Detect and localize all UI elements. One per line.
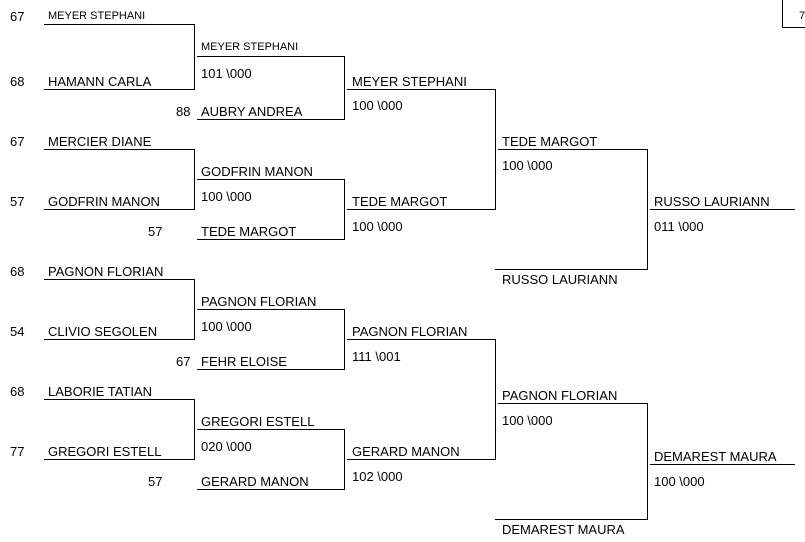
line-r3-1 <box>347 209 496 210</box>
score-r4-0: 100 \000 <box>502 158 553 173</box>
line-r2-2 <box>197 309 345 310</box>
seed-r1-10: 77 <box>10 444 25 459</box>
line-r4-3 <box>495 519 648 520</box>
entrant-r4-3: DEMAREST MAURA <box>502 522 625 537</box>
score-r3-2: 111 \001 <box>352 349 401 364</box>
score-r5-1: 100 \000 <box>654 474 705 489</box>
bracket-r4-a <box>647 149 648 270</box>
bracket-r2-b <box>344 179 345 240</box>
line-r1-6 <box>44 279 195 280</box>
line-r4-2 <box>498 403 648 404</box>
entrant-r1-9: LABORIE TATIAN <box>48 384 153 399</box>
line-r1-1 <box>44 89 195 90</box>
corner-box <box>782 0 805 28</box>
score-r3-3: 102 \000 <box>352 469 403 484</box>
entrant-r2-0: MEYER STEPHANI <box>201 41 299 53</box>
entrant-r3-1: TEDE MARGOT <box>352 194 448 209</box>
bracket-r2-d <box>344 429 345 490</box>
line-r1-7 <box>44 339 195 340</box>
bracket-r4-b <box>647 403 648 520</box>
entrant-r1-6: PAGNON FLORIAN <box>48 264 164 279</box>
entrant-r1-1: HAMANN CARLA <box>48 74 152 89</box>
entrant-r1-5: TEDE MARGOT <box>201 224 297 239</box>
line-r5-1 <box>650 464 795 465</box>
line-r4-1 <box>495 269 648 270</box>
line-r4-0 <box>498 149 648 150</box>
seed-r1-9: 68 <box>10 384 25 399</box>
seed-r1-3: 67 <box>10 134 25 149</box>
score-r3-1: 100 \000 <box>352 219 403 234</box>
bracket-r3-a <box>495 89 496 210</box>
line-r3-3 <box>347 459 496 460</box>
line-r1-4 <box>44 209 195 210</box>
seed-r1-4: 57 <box>10 194 25 209</box>
bracket-r3-b <box>495 339 496 460</box>
line-r1-10 <box>44 459 195 460</box>
entrant-r1-0: MEYER STEPHANI <box>48 10 146 22</box>
line-r5-0 <box>650 209 795 210</box>
line-r1-8 <box>197 369 345 370</box>
line-r1-3 <box>44 149 195 150</box>
entrant-r1-11: GERARD MANON <box>201 474 309 489</box>
entrant-r1-8: FEHR ELOISE <box>201 354 287 369</box>
entrant-r1-4: GODFRIN MANON <box>48 194 160 209</box>
line-r2-0 <box>197 56 345 57</box>
seed-r1-6: 68 <box>10 264 25 279</box>
entrant-r1-10: GREGORI ESTELL <box>48 444 162 459</box>
line-r1-5 <box>197 239 345 240</box>
entrant-r1-3: MERCIER DIANE <box>48 134 152 149</box>
line-r2-3 <box>197 429 345 430</box>
entrant-r2-2: PAGNON FLORIAN <box>201 294 317 309</box>
corner-label: 7 <box>799 10 805 22</box>
entrant-r2-3: GREGORI ESTELL <box>201 414 315 429</box>
entrant-r4-0: TEDE MARGOT <box>502 134 598 149</box>
score-r2-1: 100 \000 <box>201 189 252 204</box>
line-r3-0 <box>347 89 496 90</box>
bracket-r1-b <box>194 149 195 210</box>
entrant-r3-3: GERARD MANON <box>352 444 460 459</box>
entrant-r3-0: MEYER STEPHANI <box>352 74 467 89</box>
entrant-r5-1: DEMAREST MAURA <box>654 449 777 464</box>
line-r1-11 <box>197 489 345 490</box>
entrant-r5-0: RUSSO LAURIANN <box>654 194 770 209</box>
bracket-r1-a <box>194 24 195 90</box>
line-r3-2 <box>347 339 496 340</box>
line-r1-9 <box>44 399 195 400</box>
seed-r1-7: 54 <box>10 324 25 339</box>
line-r1-2 <box>197 119 345 120</box>
entrant-r4-1: RUSSO LAURIANN <box>502 272 618 287</box>
seed-r1-2: 88 <box>176 104 191 119</box>
bracket-r1-c <box>194 279 195 340</box>
seed-r1-0: 67 <box>10 9 25 24</box>
seed-r1-1: 68 <box>10 74 25 89</box>
seed-r1-5: 57 <box>148 224 163 239</box>
bracket-r2-a <box>344 56 345 120</box>
entrant-r4-2: PAGNON FLORIAN <box>502 388 618 403</box>
entrant-r2-1: GODFRIN MANON <box>201 164 313 179</box>
entrant-r3-2: PAGNON FLORIAN <box>352 324 468 339</box>
line-r1-0 <box>44 24 195 25</box>
score-r4-2: 100 \000 <box>502 413 553 428</box>
seed-r1-8: 67 <box>176 354 191 369</box>
entrant-r1-7: CLIVIO SEGOLEN <box>48 324 158 339</box>
bracket-r2-c <box>344 309 345 370</box>
line-r2-1 <box>197 179 345 180</box>
score-r5-0: 011 \000 <box>654 219 704 234</box>
score-r2-0: 101 \000 <box>201 66 252 81</box>
entrant-r1-2: AUBRY ANDREA <box>201 104 303 119</box>
score-r3-0: 100 \000 <box>352 98 403 113</box>
bracket-r1-d <box>194 399 195 460</box>
score-r2-2: 100 \000 <box>201 319 252 334</box>
score-r2-3: 020 \000 <box>201 439 252 454</box>
seed-r1-11: 57 <box>148 474 163 489</box>
